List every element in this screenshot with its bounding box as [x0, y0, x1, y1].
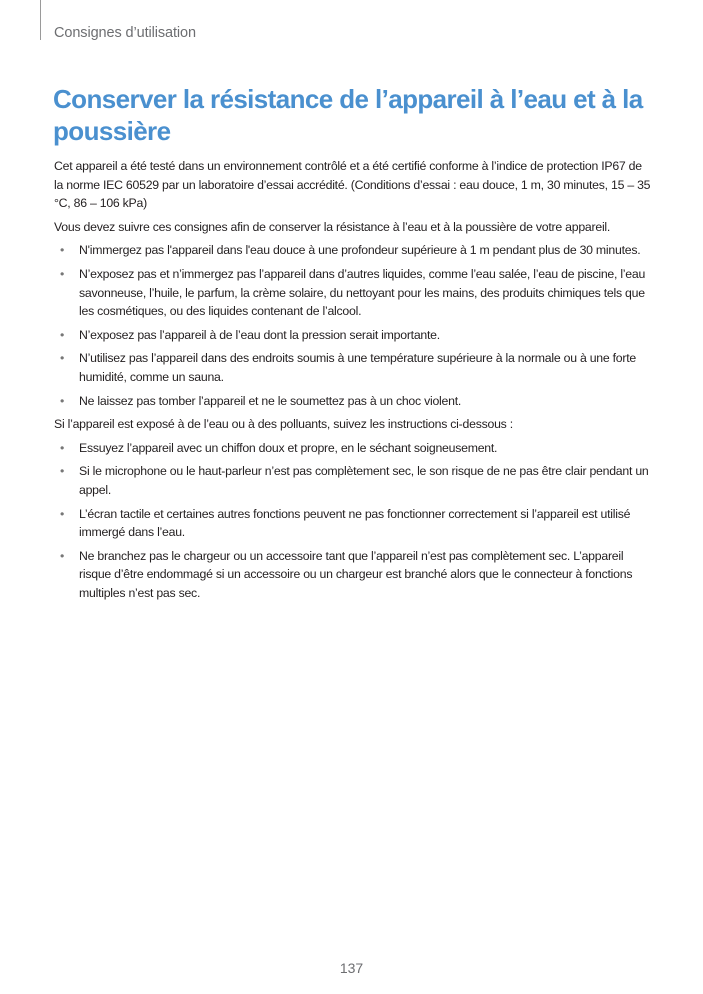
list-item-text: N’exposez pas et n’immergez pas l’appareil dans d’autres liquides, comme l’eau salée, l’eau de piscine, l’eau savonneuse, l’huile, le parfum, la crème solaire, du nettoyant pour les mains, des produits chimiques tels que les cosmétiques, ou des liquides contenant de l’alcool.	[79, 266, 646, 319]
list-item	[54, 547, 654, 603]
list-item-text: N’utilisez pas l’appareil dans des endroits soumis à une température supérieure à la normale ou à une forte humidité, comme un sauna.	[79, 351, 636, 384]
bullet-icon: •	[60, 266, 65, 281]
list-item-text: L’écran tactile et certaines autres fonctions peuvent ne pas fonctionner correctement si l’appareil est utilisé immergé dans l’eau.	[79, 506, 631, 540]
section-header: Consignes d’utilisation	[54, 25, 196, 41]
list-item	[54, 505, 654, 542]
header-rule	[40, 0, 41, 40]
list-item	[54, 462, 654, 499]
list-item-text: Essuyez l’appareil avec un chiffon doux et propre, en le séchant soigneusement.	[79, 440, 498, 455]
content	[54, 157, 654, 607]
list-item-text: Ne laissez pas tomber l’appareil et ne le soumettez pas à un choc violent.	[79, 393, 462, 408]
bullet-icon: •	[60, 243, 65, 258]
intro-paragraph: Vous devez suivre ces consignes afin de conserver la résistance à l’eau et à la poussière de votre appareil.	[54, 219, 611, 234]
bullet-icon: •	[60, 393, 65, 408]
list-item	[54, 265, 654, 321]
instructions-list	[54, 439, 654, 603]
bullet-icon: •	[60, 351, 65, 366]
bullet-icon: •	[60, 440, 65, 455]
list-item	[54, 349, 654, 386]
list-item	[54, 241, 654, 260]
list-item-text: Ne branchez pas le chargeur ou un accessoire tant que l’appareil n’est pas complètement sec. L’appareil risque d’être endommagé si un accessoire ou un chargeur est branché alors que le connecteur à fonctions multiples n’est pas sec.	[79, 548, 633, 600]
precautions-list	[54, 241, 654, 410]
list-item	[54, 439, 654, 458]
list-item-text: Si le microphone ou le haut-parleur n’est pas complètement sec, le son risque de ne pas être clair pendant un appel.	[79, 464, 649, 497]
page-number: 137	[339, 960, 364, 976]
bullet-icon: •	[60, 548, 65, 563]
list-item-text: N'immergez pas l'appareil dans l'eau douce à une profondeur supérieure à 1 m pendant plus de 30 minutes.	[79, 243, 641, 258]
bullet-icon: •	[60, 506, 65, 521]
bullet-icon: •	[60, 327, 65, 342]
bullet-icon: •	[60, 464, 65, 479]
list-item	[54, 392, 654, 411]
list-item-text: N’exposez pas l’appareil à de l’eau dont la pression serait importante.	[79, 327, 440, 342]
intro-paragraph: Cet appareil a été testé dans un environnement contrôlé et a été certifié conforme à l’indice de protection IP67 de la norme IEC 60529 par un laboratoire d’essai accrédité. (Conditions d’essai : eau douce, 1 m, 30 minutes, 15 – 35 °C, 86 – 106 kPa)	[54, 159, 651, 211]
list-item	[54, 326, 654, 345]
instructions-paragraph: Si l’appareil est exposé à de l’eau ou à des polluants, suivez les instructions ci-dessous :	[54, 417, 513, 432]
page-title: Conserver la résistance de l’appareil à l’eau et à la poussière	[53, 84, 643, 146]
